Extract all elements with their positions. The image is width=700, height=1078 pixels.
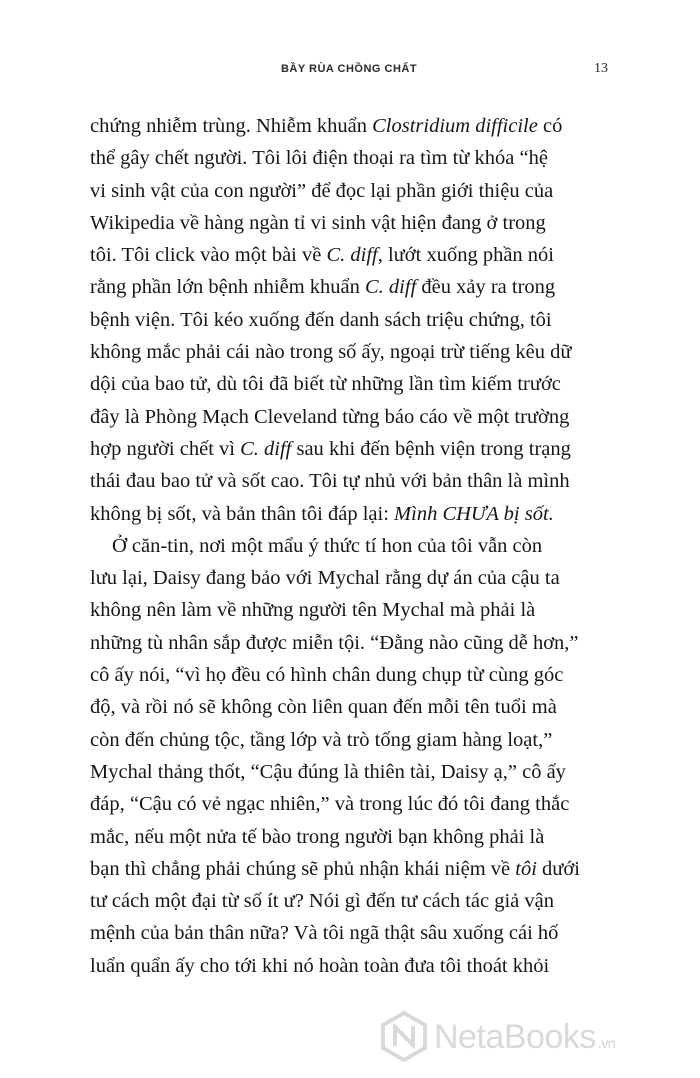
text-line bbox=[90, 239, 609, 271]
text-segment: có bbox=[537, 115, 563, 137]
text-segment: tư cách một đại từ số ít ư? Nói gì đến tư cách tác giả vận bbox=[90, 890, 554, 913]
text-line bbox=[90, 594, 609, 626]
text-line bbox=[90, 917, 609, 949]
watermark-suffix: .vn bbox=[597, 1035, 616, 1051]
text-line bbox=[90, 142, 609, 174]
text-line bbox=[90, 853, 609, 885]
text-line bbox=[90, 498, 609, 530]
text-segment: vi sinh vật của con người” để đọc lại phần giới thiệu của bbox=[90, 179, 554, 202]
text-segment: bạn thì chẳng phải chúng sẽ phủ nhận khái niệm về bbox=[90, 857, 516, 880]
text-line bbox=[90, 304, 609, 336]
text-segment: thể gây chết người. Tôi lôi điện thoại ra tìm từ khóa “hệ bbox=[90, 147, 548, 170]
italic-text: Mình CHƯA bị sốt. bbox=[394, 502, 554, 525]
text-segment: không nên làm về những người tên Mychal mà phải là bbox=[90, 599, 536, 622]
text-line bbox=[90, 950, 609, 982]
text-line bbox=[90, 659, 609, 691]
text-segment: Ở căn-tin, nơi một mẩu ý thức tí hon của tôi vẫn còn bbox=[112, 534, 543, 557]
text-segment: Mychal thảng thốt, “Cậu đúng là thiên tài, Daisy ạ,” cô ấy bbox=[90, 760, 566, 783]
text-line bbox=[90, 401, 609, 433]
text-line bbox=[90, 530, 609, 562]
text-line bbox=[90, 691, 609, 723]
text-segment: mắc, nếu một nửa tế bào trong người bạn không phải là bbox=[90, 825, 545, 848]
body-text bbox=[90, 110, 609, 982]
text-line bbox=[90, 821, 609, 853]
text-line bbox=[90, 627, 609, 659]
text-segment: dội của bao tử, dù tôi đã biết từ những lần tìm kiếm trước bbox=[90, 373, 561, 396]
text-line bbox=[90, 885, 609, 917]
text-segment: bệnh viện. Tôi kéo xuống đến danh sách triệu chứng, tôi bbox=[90, 308, 552, 331]
text-segment: đều xảy ra trong bbox=[416, 276, 556, 299]
text-segment: sau khi đến bệnh viện trong trạng bbox=[291, 437, 571, 460]
italic-text: C. diff bbox=[326, 244, 378, 267]
text-line bbox=[90, 368, 609, 400]
watermark-brand: NetaBooks bbox=[434, 1018, 596, 1056]
text-segment: cô ấy nói, “vì họ đều có hình chân dung chụp từ cùng góc bbox=[90, 664, 564, 687]
watermark-text bbox=[434, 1018, 615, 1057]
text-segment: rằng phần lớn bệnh nhiễm khuẩn bbox=[90, 276, 365, 299]
text-line bbox=[90, 207, 609, 239]
text-segment: độ, và rồi nó sẽ không còn liên quan đến mỗi tên tuổi mà bbox=[90, 696, 557, 719]
text-segment: chứng nhiễm trùng. Nhiễm khuẩn bbox=[90, 115, 373, 137]
text-segment: dưới bbox=[536, 857, 580, 880]
text-line bbox=[90, 724, 609, 756]
page-number: 13 bbox=[594, 61, 608, 76]
text-line bbox=[90, 175, 609, 207]
text-line bbox=[90, 465, 609, 497]
italic-text: C. diff bbox=[240, 437, 292, 460]
text-segment: không bị sốt, và bản thân tôi đáp lại: bbox=[90, 502, 395, 525]
text-segment: hợp người chết vì bbox=[90, 437, 241, 460]
text-line bbox=[90, 788, 609, 820]
netabooks-logo-icon bbox=[378, 1010, 430, 1062]
text-line bbox=[90, 271, 609, 303]
watermark bbox=[378, 1010, 698, 1070]
running-title: BẦY RÙA CHỒNG CHẤT bbox=[280, 63, 418, 75]
italic-text: tôi bbox=[515, 857, 537, 880]
text-segment: đáp, “Cậu có vẻ ngạc nhiên,” và trong lúc đó tôi đang thắc bbox=[90, 793, 570, 816]
text-segment: tôi. Tôi click vào một bài về bbox=[90, 244, 327, 267]
text-segment: , lướt xuống phần nói bbox=[377, 244, 554, 267]
text-segment: còn đến chủng tộc, tầng lớp và trò tống giam hàng loạt,” bbox=[90, 728, 553, 751]
text-line bbox=[90, 756, 609, 788]
page-header bbox=[90, 63, 608, 83]
text-line bbox=[90, 110, 609, 142]
text-segment: Wikipedia về hàng ngàn tỉ vi sinh vật hiện đang ở trong bbox=[90, 211, 546, 234]
text-segment: không mắc phải cái nào trong số ấy, ngoại trừ tiếng kêu dữ bbox=[90, 341, 572, 364]
text-line bbox=[90, 562, 609, 594]
italic-text: Clostridium difficile bbox=[372, 115, 538, 137]
text-line bbox=[90, 433, 609, 465]
text-segment: mệnh của bản thân nữa? Và tôi ngã thật sâu xuống cái hố bbox=[90, 922, 559, 945]
text-line bbox=[90, 336, 609, 368]
text-segment: đây là Phòng Mạch Cleveland từng báo cáo về một trường bbox=[90, 405, 570, 428]
text-segment: thái đau bao tử và sốt cao. Tôi tự nhủ với bản thân là mình bbox=[90, 470, 570, 493]
text-segment: những tù nhân sắp được miễn tội. “Đằng nào cũng dễ hơn,” bbox=[90, 631, 579, 654]
italic-text: C. diff bbox=[365, 276, 417, 299]
text-segment: luẩn quẩn ấy cho tới khi nó hoàn toàn đưa tôi thoát khỏi bbox=[90, 954, 550, 977]
text-segment: lưu lại, Daisy đang bảo với Mychal rằng dự án của cậu ta bbox=[90, 567, 560, 590]
